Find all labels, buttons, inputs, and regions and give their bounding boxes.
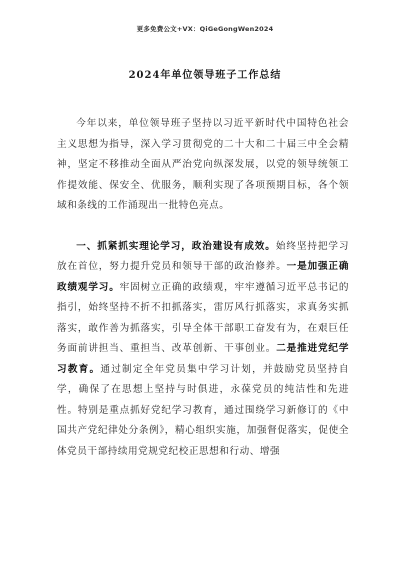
- subsection-text: 通过制定全年党员集中学习计划，并鼓励党员坚持自学，确保了在思想上坚持与时俱进，永葆党员的纯洁性和先进性。特别是重点抓好党纪学习教育，通过围绕学习新修订的《中国共产党纪律处分条例》，精心组织实施，加强督促落实，促使全体党员干部持续用党规党纪校正思想和行动、增强: [57, 363, 350, 457]
- section-1-paragraph: [57, 237, 349, 463]
- subsection-heading: 一是加强正确政绩观学习。: [57, 261, 349, 293]
- document-title: 2024年单位领导班子工作总结: [128, 70, 282, 81]
- document-body: [57, 114, 349, 462]
- subsection-heading: 二是推进党纪学习教育。: [57, 343, 349, 375]
- section-text: 始终坚持把学习放在首位，努力提升党员和领导干部的政治修养。: [57, 240, 349, 272]
- header-note: 更多免费公文+VX：QiGeGongWen2024: [136, 25, 274, 33]
- subsection-text: 牢固树立正确的政绩观，牢牢遵循习近平总书记的指引，始终坚持不折不扣抓落实，雷厉风行抓落实，求真务实抓落实，敢作善为抓落实，引导全体干部职工奋发有为，在艰巨任务面前讲担当、重担当、改革创新、干事创业。: [57, 281, 349, 354]
- section-heading: 一、抓紧抓实理论学习，政治建设有成效。: [76, 240, 276, 252]
- intro-paragraph: 今年以来，单位领导班子坚持以习近平新时代中国特色社会主义思想为指导，深入学习贯彻党的二十大和二十届三中全会精神，坚定不移推动全面从严治党向纵深发展，以党的领导统领工作提效能、保安全、优服务，顺利实现了各项预期目标，各个领域和条线的工作涌现出一批特色亮点。: [57, 118, 349, 211]
